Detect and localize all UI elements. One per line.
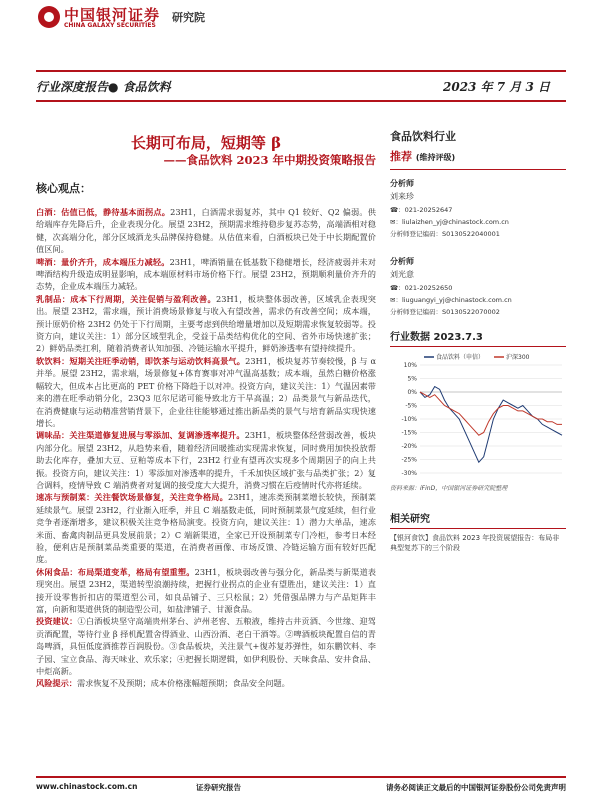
footer-url[interactable]: www.chinastock.com.cn [36, 782, 138, 791]
chart-source: 资料来源：iFinD，中国银河证券研究院整理 [390, 485, 508, 492]
analyst1-email[interactable]: ✉：liulaizhen_yj@chinastock.com.cn [390, 218, 509, 226]
y-tick-label: -10% [401, 416, 417, 423]
paragraph [36, 293, 376, 355]
main-column [36, 180, 376, 690]
chart-svg [390, 351, 566, 481]
chart-divider [390, 346, 566, 347]
industry-name: 食品饮料行业 [390, 130, 456, 143]
divider-bottom [36, 776, 566, 778]
section-heading: 核心观点： [36, 182, 91, 195]
paragraph [36, 206, 376, 256]
paragraph-text: 23H1，速冻类预制菜增长较快，预制菜延续景气。展望 23H2，行业渐入旺季，并且 C 端基数走低，同时预制菜景气度延续，但行业竞争者逐渐增多，建议积极关注竞争格局演变。投资方向，建议关注：1）潜力大单品，速冻米面、畜禽肉制品更具发展前景；2）C 端新渠道，全家已开设预制菜专门冷柜，参考日本经验，便利店是预制菜品类重要的渠道，在消费者画像、市场反馈、冷链运输方面有较好匹配度。 [36, 492, 376, 565]
paragraph-text: 23H1，板块弱改善与强分化，新品类与新渠道表现突出。展望 23H2，渠道转型浪潮持续，把握行业拐点的企业有望胜出，建议关注：1）直接开设零售折扣店的渠道型公司，如良品铺子、三只松鼠；2）凭借强品牌力与产品矩阵丰富，向新和渠道供货的制造型公司，如盐津铺子、甘源食品。 [36, 566, 376, 614]
analyst-label: 分析师 [390, 179, 414, 188]
analyst1-phone: ☎：021-20252647 [390, 206, 453, 214]
paragraph [36, 256, 376, 293]
footer-disclaimer: 请务必阅读正文最后的中国银河证券股份公司免责声明 [386, 783, 566, 792]
paragraph-text: 23H1，板块整体弱改善，区域乳企表现突出。展望 23H2，需求端，预计消费场景修复与收入有望改善，需求仍有改善空间；成本端，预计原奶价格 23H2 仍处于下行周期，主要考虑到供给增量增加以及短期需求恢复较弱等。投资方向，建议关注：1）部分区域型乳企，受益于品类结构优化的空间、省外市场快速扩张；2）鲜奶品类扛利，随着消费者认知加强、冷链运输水平提升，鲜奶渗透率有望持续提升。 [36, 293, 376, 354]
analyst2-phone: ☎：021-20252650 [390, 284, 453, 292]
paragraph-text: 23H1，白酒需求弱复苏，其中 Q1 较好、Q2 偏弱。供给端库存先降后升，企业表现分化。展望 23H2，预期需求维持稳步复苏态势，高端酒相对稳健，次高端分化，部分区域酒龙头品牌保持稳健。从估值来看，白酒板块已处于中长期配置价值区间。 [36, 207, 376, 255]
analyst2-email[interactable]: ✉：liuguangyi_yj@chinastock.com.cn [390, 296, 512, 304]
institute-label: 研究院 [172, 11, 205, 24]
paragraph [36, 677, 376, 689]
related-divider [390, 528, 566, 529]
paragraph-key: 乳制品：成本下行周期，关注促销与盈利改善。 [36, 293, 217, 304]
sidebar [390, 128, 566, 553]
paragraph-text: ①白酒板块坚守高端贵州茅台、泸州老窖、五粮液，维持古井贡酒、今世缘、迎驾贡酒配置，等待行业 β 择机配置舍得酒业、山西汾酒、老白干酒等。②啤酒板块配置自信的青岛啤酒，具恒低度酒推荐百润股份。③食品板块，关注景气+復苏复苏弹性，如东鹏饮料、李子园、宝立食品、海天味业、欢乐家；④把握长期逻辑，如伊利股份、天味食品、安井食品、中炬高新。 [36, 616, 376, 677]
y-tick-label: -25% [401, 456, 417, 464]
paragraph-key: 速冻与预制菜：关注餐饮场景修复，关注竞争格局。 [36, 492, 228, 503]
paragraph-key: 风险提示： [36, 678, 77, 689]
paragraph-key: 调味品：关注渠道修复进展与零添加、复调渗透率提升。 [36, 430, 245, 441]
y-tick-label: 0% [407, 389, 417, 396]
logo-text-cn: 中国银河证券 [64, 6, 161, 24]
paragraph-text: 23H1，板块整体经营弱改善，板块内部分化。展望 23H2，从趋势来看，随着经济回暖推动实现需求恢复，同时费用加快投放帮助去化库存，叠加大豆、豆粕等成本下行，23H2 行业有望再次实现多个周期因子的向上共振。投资方向，建议关注：1）零添加对渗透率的提升，千禾加快区域扩张与品类扩张；2）复合调料，疫情导致 C 端消费者对复调的接受度大大提升，消费习惯在后疫情时代亦将延续。 [36, 430, 376, 490]
divider-band [36, 100, 566, 102]
y-tick-label: -30% [401, 470, 417, 477]
paragraph-key: 白酒：估值已低，静待基本面拐点。 [36, 207, 171, 217]
paragraph [36, 429, 376, 491]
report-type: 行业深度报告● 食品饮料 [36, 80, 171, 94]
report-date: 2023 年 7 月 3 日 [443, 80, 550, 94]
rating [390, 148, 566, 164]
y-tick-label: -20% [401, 443, 417, 450]
paragraph [36, 615, 376, 677]
y-tick-label: -5% [405, 402, 417, 410]
analyst2-cert: 分析师登记编码：S0130522070002 [390, 308, 500, 316]
report-header [0, 0, 600, 40]
industry-chart [390, 351, 566, 481]
paragraph-text: 23H1，板块复苏节奏较慢，β 与 α 并举。展望 23H2，需求端，场景修复+体育赛事对冲气温高基数；成本端，虽然白糖价格涨幅较大，但成本占比更高的 PET 价格下降趋于以对冲。投资方向，建议关注：1）气温因素带来的潜在旺季动销分化，23Q3 厄尔尼诺可能导致北方干旱高温；2）品类景气与新品迭代，在消费健康与运动精准营销背景下，企业往往能够通过推出新品类的景气与培育新品实现快速增长。 [36, 355, 376, 428]
divider-top [36, 70, 566, 72]
y-tick-label: 5% [407, 375, 417, 383]
paragraph-list [36, 206, 376, 690]
report-subtitle: ——食品饮料 2023 年中期投资策略报告 [163, 153, 376, 167]
paragraph-key: 投资建议： [36, 616, 78, 627]
related-link[interactable]: 【银河食饮】食品饮料 2023 年投资展望报告：布局非典型复苏下的三个阶段 [390, 534, 560, 552]
analyst2-name: 刘光意 [390, 270, 414, 279]
side-divider [390, 169, 566, 170]
report-title: 长期可布局，短期等 β [130, 134, 282, 152]
analyst1-cert: 分析师登记编码：S0130522040001 [390, 230, 500, 238]
paragraph-key: 软饮料：短期关注旺季动销，即饮茶与运动饮料高景气。 [36, 355, 246, 366]
paragraph-key: 休闲食品：布局渠道变革，格局有望重塑。 [36, 566, 195, 577]
related-title: 相关研究 [390, 514, 430, 525]
paragraph-text: 23H1，啤酒销量在低基数下稳健增长，经济疲弱并未对啤酒结构升级造成明显影响，成本端原材料市场价格下行。展望 23H2，预期顺利量价齐升的态势，企业成本端压力减轻。 [36, 256, 376, 292]
legend-label: 沪深300 [506, 354, 530, 361]
logo-text-en: CHINA GALAXY SECURITIES [64, 22, 156, 29]
series-line-0 [420, 387, 562, 463]
y-tick-label: 10% [403, 362, 417, 369]
footer-label: 证券研究报告 [196, 783, 241, 792]
report-band [36, 76, 566, 98]
chart-title: 行业数据 2023.7.3 [390, 332, 483, 343]
rating-value: 推荐 [390, 150, 412, 163]
analyst1-name: 刘来珍 [390, 192, 414, 201]
paragraph-text: 需求恢复不及预期；成本价格涨幅超预期；食品安全问题。 [76, 678, 290, 689]
paragraph [36, 566, 376, 616]
y-tick-label: -15% [401, 429, 417, 437]
analyst2-label: 分析师 [390, 257, 414, 266]
legend-label: 食品饮料（申信） [436, 354, 485, 361]
rating-note: (维持评级) [415, 153, 456, 162]
paragraph-key: 啤酒：量价齐升，成本端压力减轻。 [36, 256, 170, 267]
paragraph [36, 355, 376, 429]
paragraph [36, 491, 376, 565]
galaxy-logo-icon [38, 6, 60, 28]
